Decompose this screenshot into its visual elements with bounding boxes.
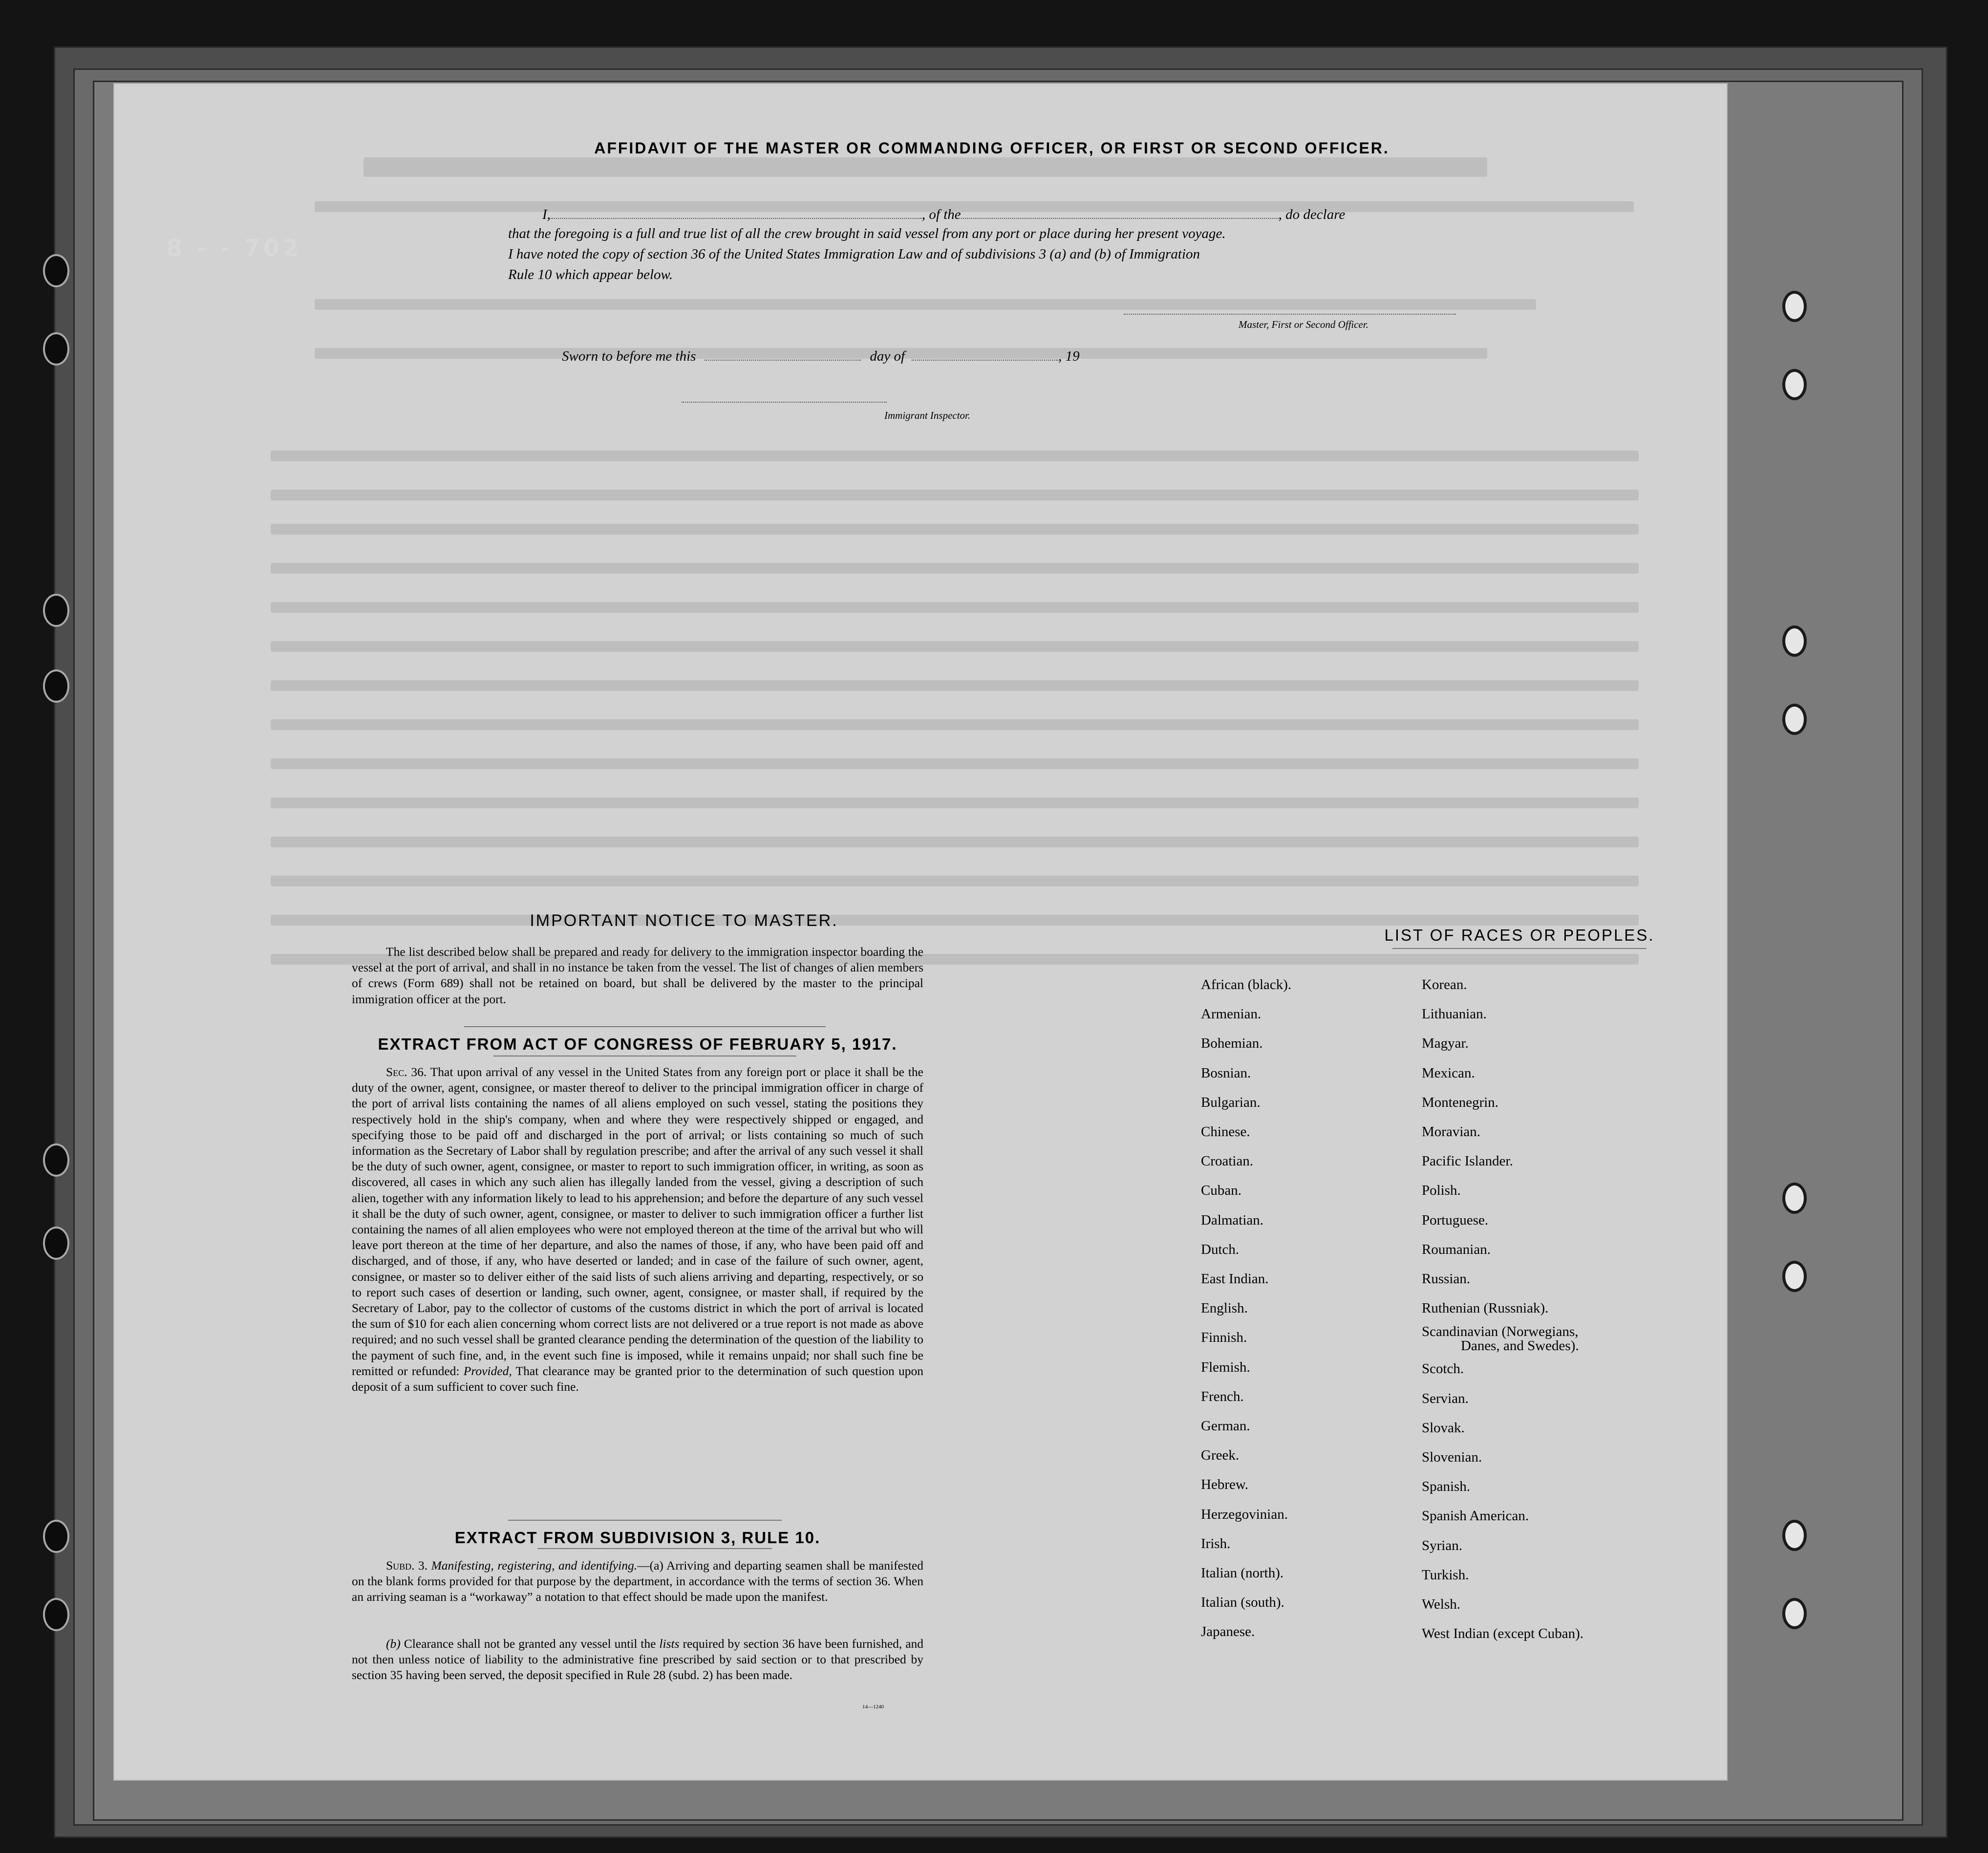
race-item: Ruthenian (Russniak). [1422,1300,1549,1316]
race-item: Bulgarian. [1201,1094,1261,1110]
race-item: Mexican. [1422,1065,1475,1081]
race-item: Lithuanian. [1422,1006,1487,1022]
race-item: Syrian. [1422,1537,1462,1553]
race-item: Portuguese. [1422,1212,1489,1228]
form-number: 14—1240 [862,1704,884,1710]
race-item [1422,1323,1583,1354]
binder-hole [1782,1183,1807,1214]
race-item: Italian (south). [1201,1594,1284,1611]
affidavit-title: AFFIDAVIT OF THE MASTER OR COMMANDING OFFICER, OR FIRST OR SECOND OFFICER. [594,139,1389,157]
race-item: Flemish. [1201,1359,1250,1375]
race-item: Italian (north). [1201,1565,1284,1581]
race-item-line: Danes, and Swedes). [1461,1338,1579,1354]
race-item: Scotch. [1422,1361,1464,1377]
binder-hole [1782,1520,1807,1551]
race-item: Chinese. [1201,1124,1250,1140]
race-item: African (black). [1201,977,1292,992]
race-item: German. [1201,1418,1250,1434]
affidavit-line-3: I have noted the copy of section 36 of the United States Immigration Law and of subdivisions 3 (a) and (b) of Immigration [508,246,1200,262]
race-item: Cuban. [1201,1183,1241,1199]
race-item: Irish. [1201,1535,1231,1551]
race-item: Magyar. [1422,1035,1469,1052]
race-item: Slovenian. [1422,1449,1482,1465]
binder-hole [1782,625,1807,657]
act-section-36: Sec. 36. That upon arrival of any vessel in the United States from any foreign port or place it shall be the duty of the owner, agent, consignee, or master thereof to deliver to the principal immigration officer in charge of the port of arrival lists containing the names of all aliens employed on such vessel, stating the positions they respectively hold in the ship's company, when and where they were respectively shipped or engaged, and specifying those to be paid off and discharged in the port of arrival; or lists containing so much of such information as the Secretary of Labor shall by regulation prescribe; and after the arrival of any such vessel it shall be the duty of such owner, agent, consignee, or master to report to such immigration officer, in writing, as soon as discovered, all cases in which any such alien has illegally landed from the vessel, giving a description of such alien, together with any information likely to lead to his apprehension; and before the departure of any such vessel it shall be the duty of such owner, agent, consignee, or master to deliver to such immigration officer a further list containing the names of all alien employees who were not employed thereon at the time of the arrival but who will leave port thereon at the time of her departure, and also the names of those, if any, who have been paid off and discharged, and of those, if any, who have deserted or landed; and in case of the failure of such owner, agent, consignee, or master so to deliver either of the said lists of such aliens arriving and departing, respectively, or so to report such cases of desertion or landing, such owner, agent, consignee, or master shall, if required by the Secretary of Labor, pay to the collector of customs of the customs district in which the port of arrival is located the sum of $10 for each alien concerning whom correct lists are not delivered or a true report is not made as above required; and no such vessel shall be granted clearance pending the determination of the question of the liability to the payment of such fine, and, in the event such fine is imposed, while it remains unpaid; nor shall such fine be remitted or refunded: Provided, That clearance may be granted prior to the determination of such question upon deposit of a sum sufficient to cover such fine. [352,1065,924,1394]
binder-hole [43,669,69,703]
binder-hole [43,1520,69,1553]
master-signature-line [1124,313,1456,315]
affidavit-line-1: I, , of the , do declare [542,205,1345,223]
race-item: Japanese. [1201,1624,1255,1640]
binder-hole [43,254,69,287]
race-item: English. [1201,1300,1248,1316]
race-item: Welsh. [1422,1596,1461,1613]
race-item: Polish. [1422,1183,1461,1199]
inspector-caption: Immigrant Inspector. [884,409,971,421]
race-item: Herzegovinian. [1201,1506,1288,1522]
binder-hole [43,1227,69,1260]
race-item: Turkish. [1422,1567,1469,1583]
race-item: Greek. [1201,1447,1240,1464]
affidavit-line-2: that the foregoing is a full and true list of all the crew brought in said vessel from any port or place during her present voyage. [508,226,1226,241]
race-item: Armenian. [1201,1006,1261,1022]
handwritten-folio-mark: 8 - - 702 [166,235,302,262]
race-item: Spanish. [1422,1479,1471,1495]
race-item: Slovak. [1422,1420,1465,1436]
binder-hole [43,1143,69,1177]
binder-hole [1782,1598,1807,1629]
race-item: Spanish American. [1422,1508,1529,1524]
binder-hole [43,594,69,627]
race-item: Dutch. [1201,1241,1240,1257]
divider [508,1520,782,1521]
divider [464,1026,826,1027]
race-item: Moravian. [1422,1124,1480,1140]
race-item: Bosnian. [1201,1065,1251,1081]
binder-hole [43,1598,69,1631]
rule-subd-3a: Subd. 3. Manifesting, registering, and identifying.—(a) Arriving and departing seamen shall be manifested on the blank forms provided for that purpose by the department, in accordance with the terms of section 36. When an arriving seaman is a “workaway” a notation to that effect should be made upon the manifest. [352,1558,923,1604]
race-item: Montenegrin. [1422,1094,1499,1110]
race-item: Croatian. [1201,1153,1254,1169]
races-right-column [1422,970,1583,1648]
notice-title: IMPORTANT NOTICE TO MASTER. [530,911,838,930]
act-title: EXTRACT FROM ACT OF CONGRESS OF FEBRUARY 5, 1917. [378,1035,898,1053]
binder-hole [1782,1261,1807,1292]
binder-hole [1782,291,1807,322]
binder-hole [43,332,69,366]
race-item: Russian. [1422,1271,1471,1287]
races-left-column [1201,970,1291,1647]
race-item: East Indian. [1201,1271,1269,1287]
race-item-line: Scandinavian (Norwegians, [1422,1324,1579,1340]
races-title: LIST OF RACES OR PEOPLES. [1384,926,1655,944]
master-caption: Master, First or Second Officer. [1239,319,1368,330]
rule-title: EXTRACT FROM SUBDIVISION 3, RULE 10. [454,1529,821,1547]
race-item: Roumanian. [1422,1241,1491,1257]
race-item: French. [1201,1388,1244,1404]
divider [537,1548,772,1549]
rule-subd-3b: (b) Clearance shall not be granted any vessel until the lists required by section 36 have been furnished, and not then unless notice of liability to the administrative fine prescribed by said section or to that prescribed by section 35 having been served, the deposit specified in Rule 28 (subd. 2) has been made. [352,1637,924,1682]
race-item: Bohemian. [1201,1035,1263,1052]
race-item: Dalmatian. [1201,1212,1264,1228]
sworn-line: Sworn to before me this day of , 19 [562,347,1080,365]
affidavit-line-4: Rule 10 which appear below. [508,267,673,282]
race-item: West Indian (except Cuban). [1422,1626,1584,1642]
race-item: Finnish. [1201,1330,1247,1346]
divider [1392,948,1646,949]
binder-hole [1782,704,1807,735]
race-item: Pacific Islander. [1422,1153,1513,1169]
binder-hole [1782,369,1807,400]
race-item: Korean. [1422,977,1467,992]
notice-paragraph: The list described below shall be prepared and ready for delivery to the immigration inspector boarding the vessel at the port of arrival, and shall in no instance be taken from the vessel. The list of changes of alien members of crews (Form 689) shall not be retained on board, but shall be delivered by the master to the principal immigration officer at the port. [352,945,923,1006]
race-item: Servian. [1422,1390,1469,1406]
inspector-signature-line [682,401,887,403]
race-item: Hebrew. [1201,1477,1249,1493]
